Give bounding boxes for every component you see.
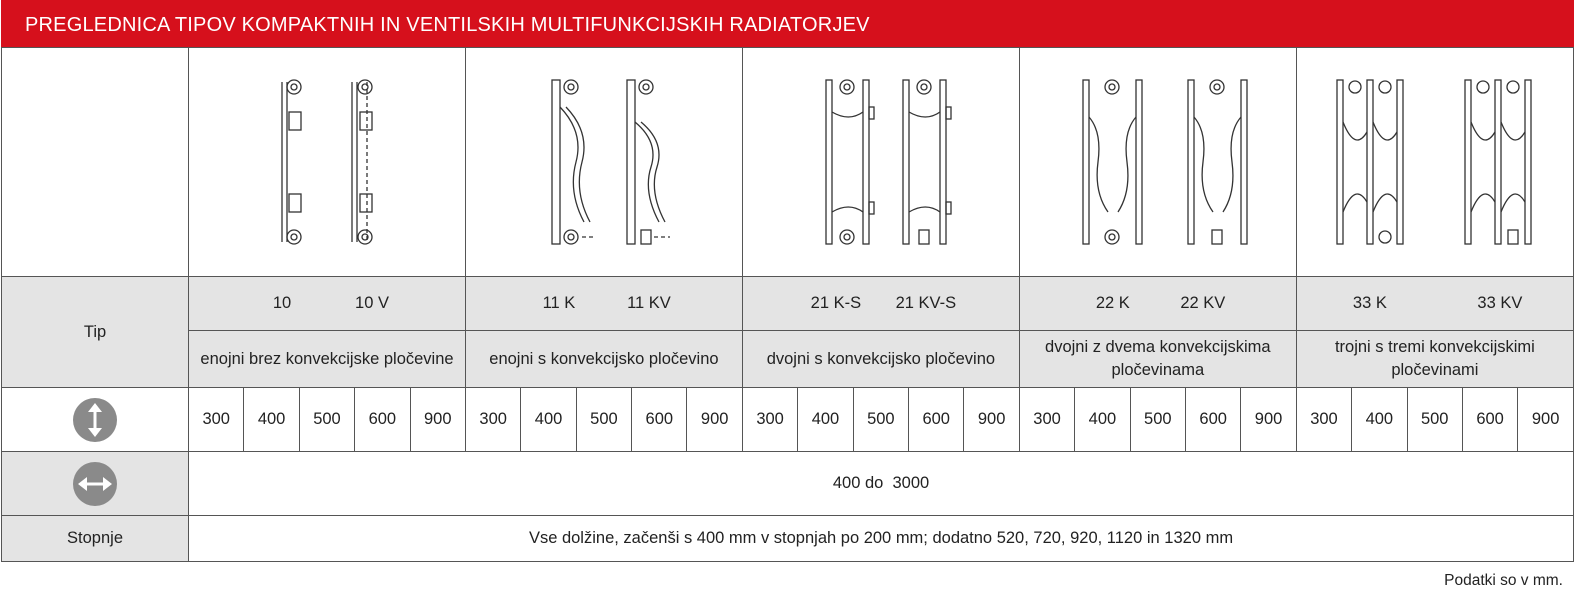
- height-value: 400: [521, 388, 576, 452]
- type-code: 10 V: [355, 294, 389, 312]
- type-code: 11 KV: [627, 294, 671, 312]
- type-label: Tip: [2, 277, 189, 388]
- steps-label: Stopnje: [2, 516, 189, 562]
- height-value: 600: [355, 388, 410, 452]
- height-value: 600: [632, 388, 687, 452]
- height-icon-cell: [2, 388, 189, 452]
- height-value: 500: [576, 388, 631, 452]
- type-codes-cell: [1019, 277, 1296, 331]
- type-code: 21 KV-S: [895, 294, 957, 312]
- page-title: PREGLEDNICA TIPOV KOMPAKTNIH IN VENTILSKIH MULTIFUNKCIJSKIH RADIATORJEV: [1, 0, 1574, 47]
- height-value: 400: [244, 388, 299, 452]
- drawings-row: [2, 48, 1574, 277]
- height-value: 600: [909, 388, 964, 452]
- height-value: 900: [410, 388, 465, 452]
- length-range: 400 do 3000: [189, 452, 1574, 516]
- height-value: 500: [1130, 388, 1185, 452]
- type-code: 21 K-S: [810, 294, 862, 312]
- type-code: 11 K: [542, 294, 576, 312]
- type-description: dvojni z dvema konvekcijskima pločevinama: [1019, 331, 1296, 388]
- height-value: 400: [1075, 388, 1130, 452]
- type-code: 22 KV: [1180, 294, 1226, 312]
- descriptions-row: [2, 331, 1574, 388]
- type-description: trojni s tremi konvekcijskimi pločevinami: [1296, 331, 1573, 388]
- type-description: enojni brez konvekcijske pločevine: [189, 331, 466, 388]
- type-codes-cell: [189, 277, 466, 331]
- radiator-type-10-drawing: [189, 48, 466, 277]
- radiator-type-22-drawing: [1019, 48, 1296, 277]
- radiator-types-table: [1, 47, 1574, 562]
- height-value: 300: [189, 388, 244, 452]
- heights-row: [2, 388, 1574, 452]
- height-value: 300: [1296, 388, 1351, 452]
- type-code: 33 KV: [1477, 294, 1523, 312]
- radiator-type-11-drawing: [465, 48, 742, 277]
- type-codes-cell: [1296, 277, 1573, 331]
- height-value: 500: [299, 388, 354, 452]
- type-code: 10: [272, 294, 292, 312]
- vertical-arrows-icon: [72, 397, 118, 443]
- type-description: dvojni s konvekcijsko pločevino: [742, 331, 1019, 388]
- height-value: 900: [964, 388, 1019, 452]
- height-value: 900: [1518, 388, 1574, 452]
- lengths-row: [2, 452, 1574, 516]
- type-codes-row: [2, 277, 1574, 331]
- length-icon-cell: [2, 452, 189, 516]
- height-value: 300: [1019, 388, 1074, 452]
- type-code: 33 K: [1352, 294, 1387, 312]
- height-value: 500: [853, 388, 908, 452]
- height-value: 400: [1352, 388, 1407, 452]
- type-description: enojni s konvekcijsko pločevino: [465, 331, 742, 388]
- empty-corner-cell: [2, 48, 189, 277]
- height-value: 300: [465, 388, 520, 452]
- height-value: 600: [1185, 388, 1240, 452]
- height-value: 900: [1241, 388, 1296, 452]
- type-codes-cell: [742, 277, 1019, 331]
- type-code: 22 K: [1095, 294, 1130, 312]
- height-value: 400: [798, 388, 853, 452]
- steps-text: Vse dolžine, začenši s 400 mm v stopnjah po 200 mm; dodatno 520, 720, 920, 1120 in 1320 mm: [189, 516, 1574, 562]
- horizontal-arrows-icon: [72, 461, 118, 507]
- height-value: 500: [1407, 388, 1462, 452]
- radiator-type-33-drawing: [1296, 48, 1573, 277]
- height-value: 300: [742, 388, 797, 452]
- units-footnote: Podatki so v mm.: [1444, 572, 1563, 589]
- type-codes-cell: [465, 277, 742, 331]
- radiator-type-21-drawing: [742, 48, 1019, 277]
- steps-row: [2, 516, 1574, 562]
- height-value: 600: [1462, 388, 1517, 452]
- height-value: 900: [687, 388, 742, 452]
